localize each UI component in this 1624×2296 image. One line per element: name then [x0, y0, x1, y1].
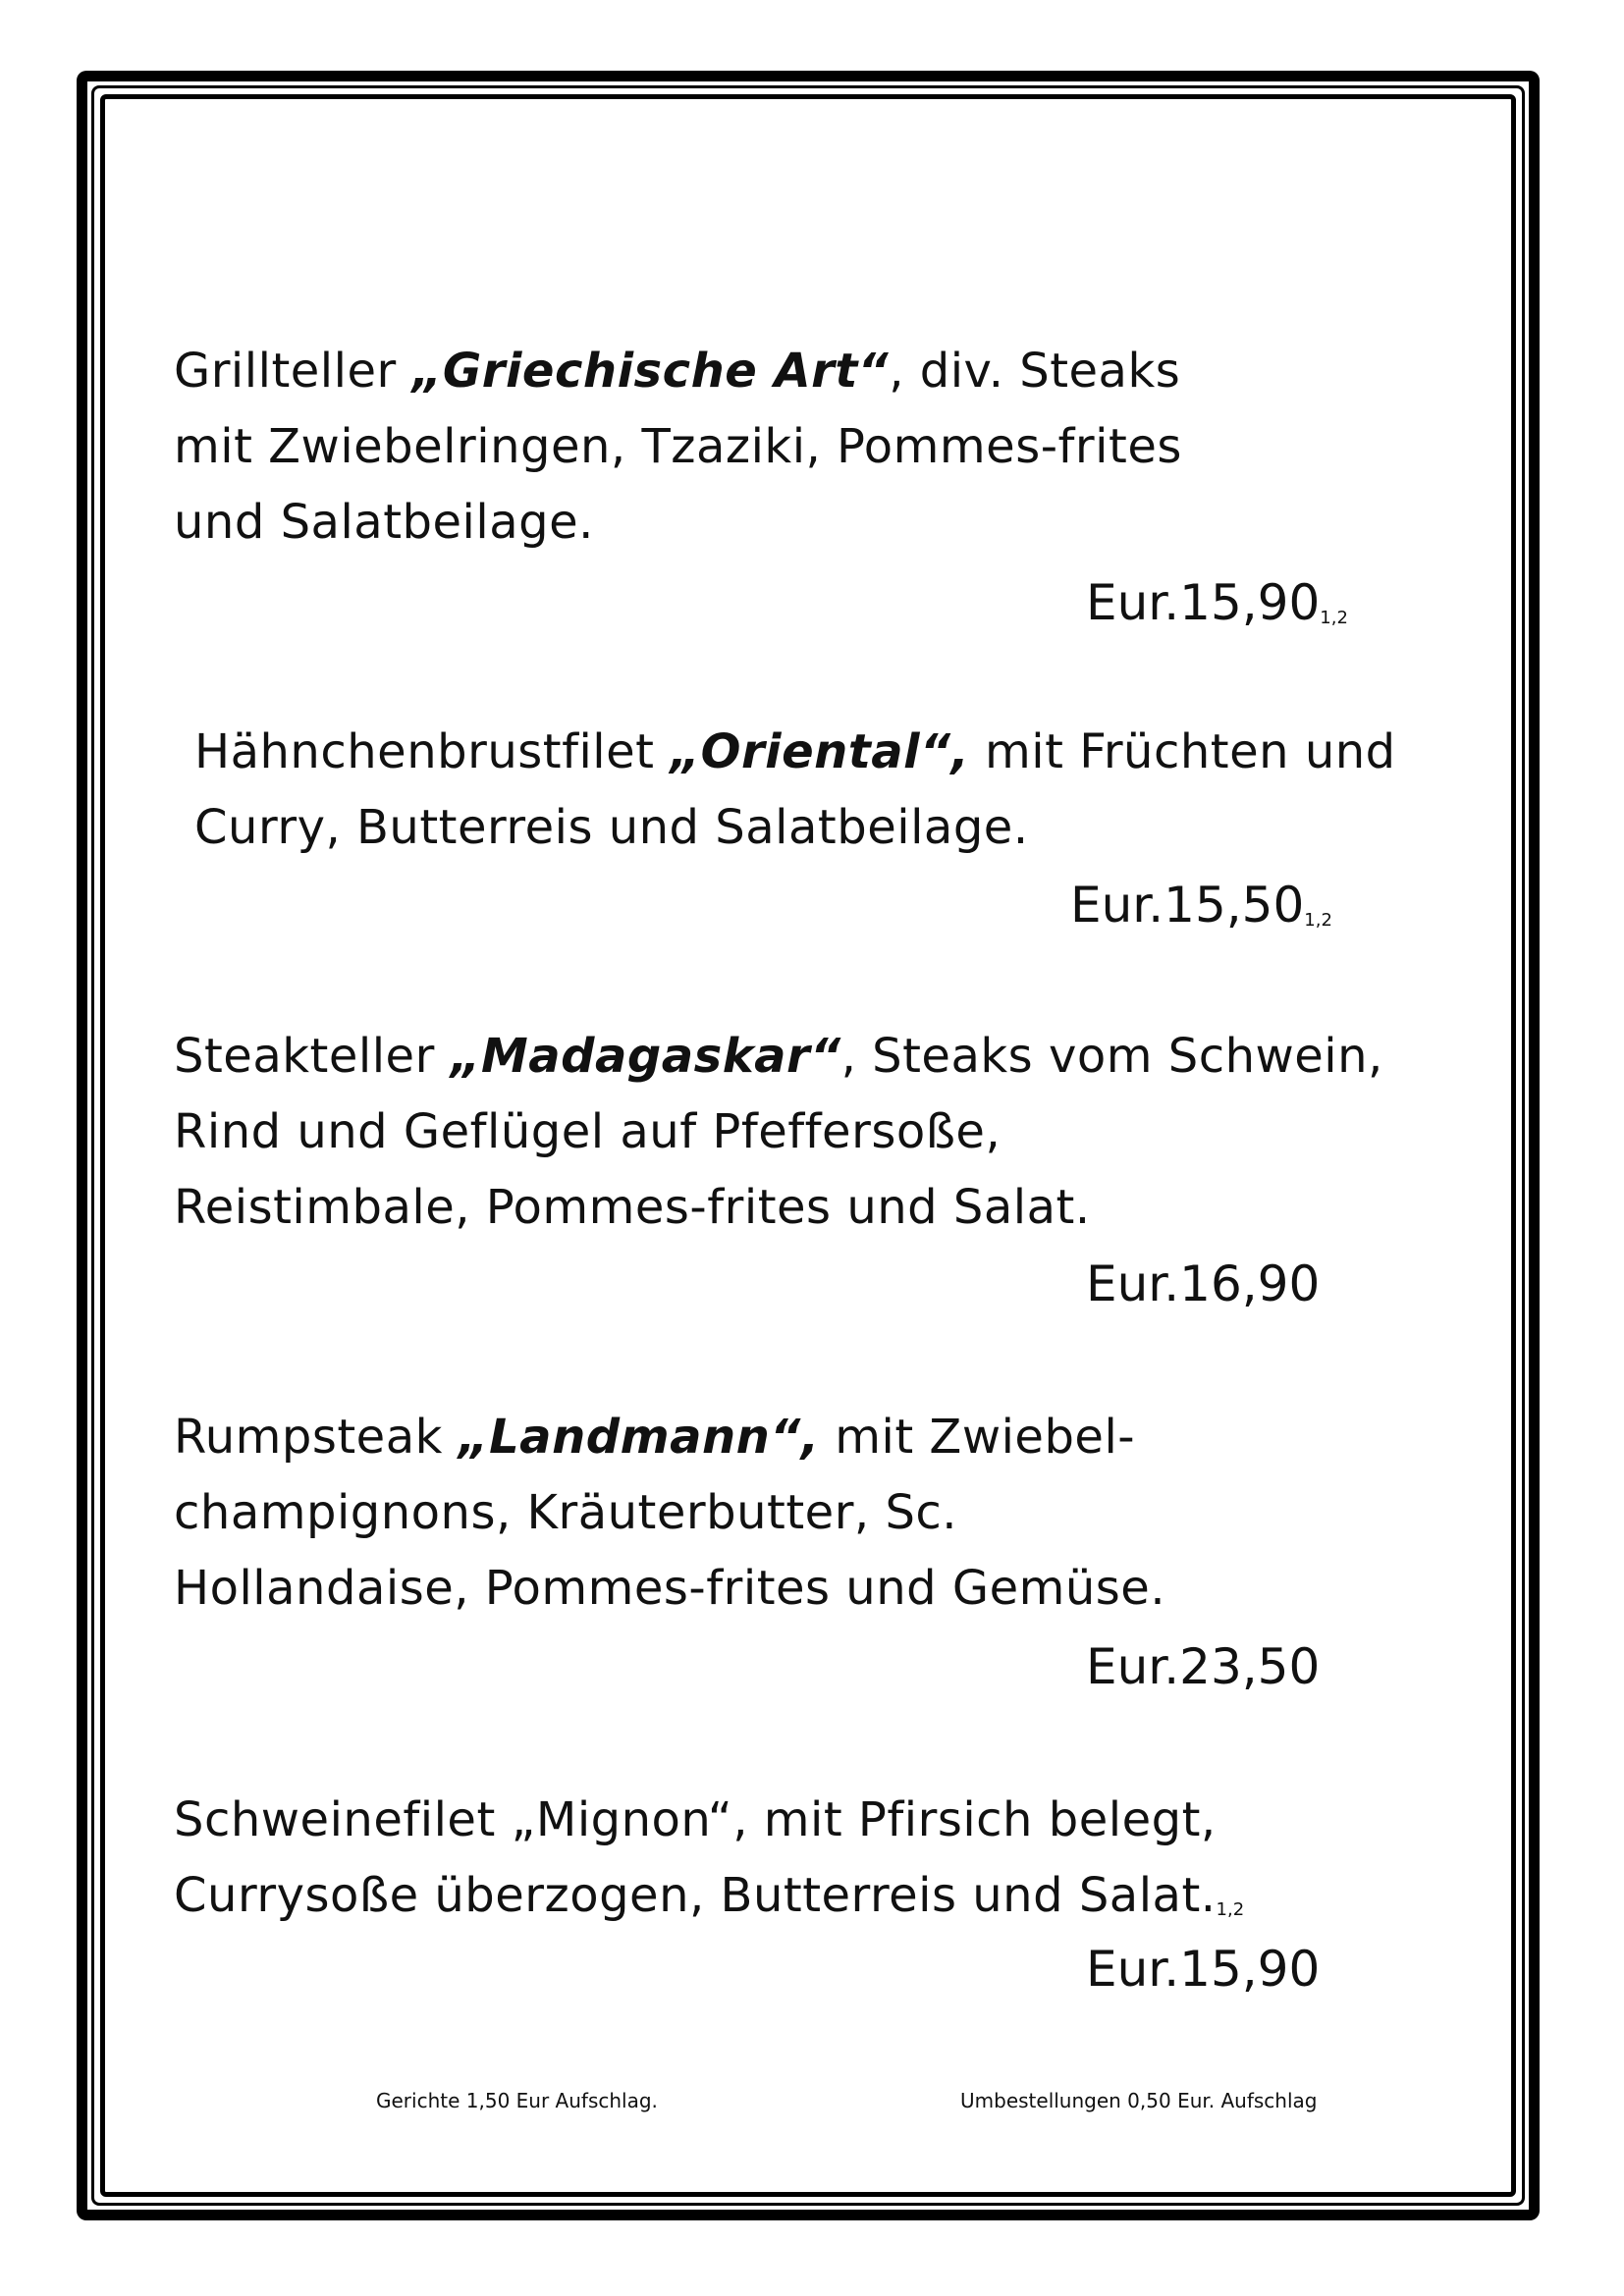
price-value: Eur.23,50 [1086, 1638, 1321, 1695]
footer-note-change-fee: Umbestellungen 0,50 Eur. Aufschlag [960, 2089, 1318, 2112]
menu-item-landmann [174, 1400, 1165, 1627]
menu-item-line [174, 1019, 1383, 1095]
price-value: Eur.15,90 [1086, 1941, 1321, 1998]
menu-item-line [174, 334, 1182, 409]
menu-item-text: Steakteller [174, 1029, 451, 1084]
menu-item-line: Curry, Butterreis und Salatbeilage. [194, 800, 1029, 855]
allergen-note: 1,2 [1216, 1899, 1245, 1920]
menu-item-line [194, 715, 1396, 790]
menu-item-mignon [174, 1783, 1244, 1948]
menu-item-text: Currysoße überzogen, Butterreis und Salat. [174, 1868, 1217, 1923]
menu-item-line: Hollandaise, Pommes-frites und Gemüse. [174, 1561, 1166, 1616]
menu-item-line: und Salatbeilage. [174, 495, 594, 550]
menu-item-name: „Griechische Art“ [411, 344, 890, 399]
allergen-note: 1,2 [1304, 910, 1332, 931]
menu-item-text: Rumpsteak [174, 1410, 459, 1465]
price-value: Eur.16,90 [1086, 1255, 1321, 1312]
menu-item-name: „Madagaskar“ [450, 1029, 841, 1084]
menu-item-line: Rind und Geflügel auf Pfeffersoße, [174, 1104, 1001, 1159]
allergen-note: 1,2 [1320, 608, 1348, 628]
menu-item-text: Hähnchenbrustfilet [194, 724, 671, 779]
menu-item-price [1086, 1255, 1320, 1313]
menu-item-oriental [194, 715, 1396, 866]
menu-item-price [1086, 1940, 1320, 1999]
menu-item-text: , Steaks vom Schwein, [840, 1029, 1383, 1084]
menu-item-line [174, 1400, 1165, 1475]
menu-item-name: „Oriental“, [670, 724, 970, 779]
menu-item-price [1086, 573, 1348, 648]
menu-item-text: mit Zwiebel- [819, 1410, 1136, 1465]
menu-item-text: Grillteller [174, 344, 412, 399]
menu-item-griechische-art [174, 334, 1182, 561]
footer-note-surcharge: Gerichte 1,50 Eur Aufschlag. [376, 2089, 658, 2112]
menu-item-price [1070, 876, 1332, 950]
menu-item-text: , div. Steaks [889, 344, 1181, 399]
menu-item-text: mit Früchten und [969, 724, 1396, 779]
price-value: Eur.15,50 [1070, 877, 1305, 934]
menu-item-line: Reistimbale, Pommes-frites und Salat. [174, 1180, 1091, 1235]
price-value: Eur.15,90 [1086, 574, 1321, 631]
menu-item-name: „Landmann“, [458, 1410, 820, 1465]
menu-item-line [174, 1858, 1244, 1948]
menu-item-price [1086, 1637, 1320, 1696]
menu-item-madagaskar [174, 1019, 1383, 1246]
menu-item-line: champignons, Kräuterbutter, Sc. [174, 1485, 958, 1540]
menu-item-line: Schweinefilet „Mignon“, mit Pfirsich belegt, [174, 1792, 1217, 1847]
menu-item-line: mit Zwiebelringen, Tzaziki, Pommes-frites [174, 419, 1182, 474]
